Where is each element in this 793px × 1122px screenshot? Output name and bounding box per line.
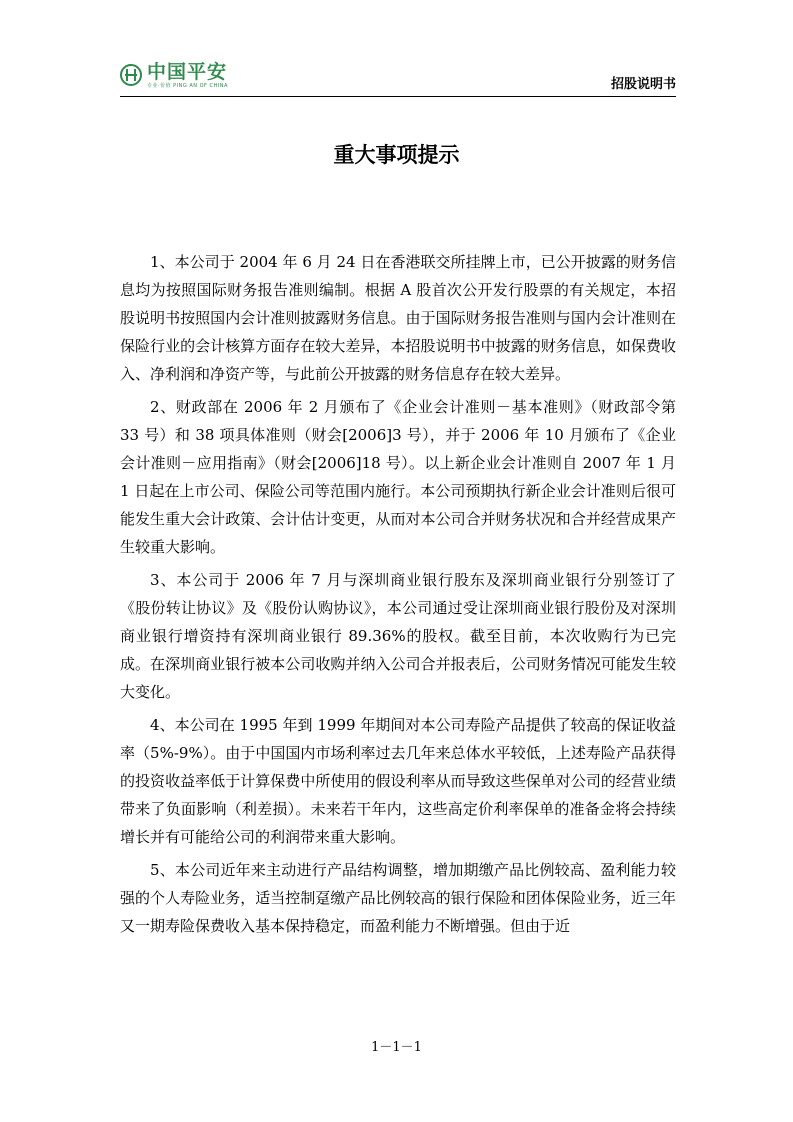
- document-type-label: 招股说明书: [610, 77, 676, 92]
- ping-an-emblem-icon: [120, 64, 142, 86]
- paragraph-2: 2、财政部在 2006 年 2 月颁布了《企业会计准则－基本准则》（财政部令第 33 号）和 38 项具体准则（财会[2006]3 号），并于 2006 年 10 月颁布了《企业会计准则－应用指南》（财会[2006]18 号）。以上新企业会计准则自 2007 年 1 月 1 日起在上市公司、保险公司等范围内施行。本公司预期执行新企业会计准则后很可能发生重大会计政策、会计估计变更，从而对本公司合并财务状况和合并经营成果产生较重大影响。: [120, 398, 676, 556]
- paragraph-4: 4、本公司在 1995 年到 1999 年期间对本公司寿险产品提供了较高的保证收益率（5%-9%）。由于中国国内市场利率过去几年来总体水平较低，上述寿险产品获得的投资收益率低于计算保费中所使用的假设利率从而导致这些保单对公司的经营业绩带来了负面影响（利差损）。未来若干年内，这些高定价利率保单的准备金将会持续增长并有可能给公司的利润带来重大影响。: [120, 716, 676, 846]
- paragraph-3: 3、本公司于 2006 年 7 月与深圳商业银行股东及深圳商业银行分别签订了《股份转让协议》及《股份认购协议》，本公司通过受让深圳商业银行股份及对深圳商业银行增资持有深圳商业银行 89.36%的股权。截至目前，本次收购行为已完成。在深圳商业银行被本公司收购并纳入公司合并报表后，公司财务情况可能发生较大变化。: [120, 571, 676, 701]
- document-body: [120, 248, 676, 945]
- page-title: 重大事项提示: [333, 143, 460, 167]
- paragraph-5: 5、本公司近年来主动进行产品结构调整，增加期缴产品比例较高、盈利能力较强的个人寿险业务，适当控制趸缴产品比例较高的银行保险和团体保险业务，近三年又一期寿险保费收入基本保持稳定，而盈利能力不断增强。但由于近: [120, 861, 676, 935]
- ping-an-logo: [120, 62, 228, 92]
- logo-text-block: [147, 62, 228, 90]
- logo-text: 中国平安: [147, 61, 228, 83]
- page-header: [120, 60, 676, 97]
- paragraph-1: 1、本公司于 2004 年 6 月 24 日在香港联交所挂牌上市，已公开披露的财务信息均为按照国际财务报告准则编制。根据 A 股首次公开发行股票的有关规定，本招股说明书按照国内会计准则披露财务信息。由于国际财务报告准则与国内会计准则在保险行业的会计核算方面存在较大差异，本招股说明书中披露的财务信息，如保费收入、净利润和净资产等，与此前公开披露的财务信息存在较大差异。: [120, 253, 676, 383]
- logo-subtext: 专业·价值 PING AN OF CHINA: [147, 83, 228, 89]
- page-number: 1－1－1: [371, 1040, 422, 1055]
